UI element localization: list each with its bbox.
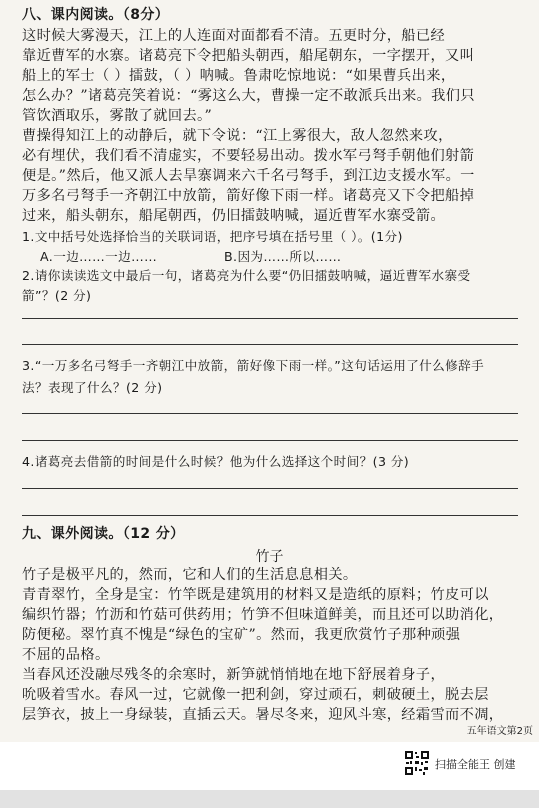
passage-line: 管饮酒取乐，雾散了就回去。” [22, 108, 213, 124]
answer-line[interactable] [22, 318, 518, 319]
passage-line: 不屈的品格。 [22, 647, 110, 663]
passage-line: 便是。”然后，他又派人去旱寨调来六千名弓弩手，到江边支援水军。一 [22, 168, 475, 184]
question-1: 1.文中括号处选择恰当的关联词语，把序号填在括号里（ ）。(1分) [22, 229, 403, 244]
passage-line: 必有埋伏，我们看不清虚实，不要轻易出动。拨水军弓弩手朝他们射箭 [22, 148, 475, 164]
passage-line: 防便秘。翠竹真不愧是“绿色的宝矿”。然而，我更欣赏竹子那种顽强 [22, 627, 461, 643]
question-3-line2: 法？表现了什么？(2 分) [22, 380, 163, 395]
passage-line: 竹子是极平凡的，然而，它和人们的生活息息相关。 [22, 567, 358, 583]
passage-line: 万多名弓弩手一齐朝江中放箭，箭好像下雨一样。诸葛亮又下令把船掉 [22, 188, 475, 204]
passage-line: 吮吸着雪水。春风一过，它就像一把利剑，穿过顽石，刺破硬土，脱去层 [22, 687, 489, 703]
passage-title: 竹子 [255, 549, 284, 565]
watermark-text: 扫描全能王 创建 [435, 758, 516, 771]
question-2-line1: 2.请你读读选文中最后一句，诸葛亮为什么要“仍旧擂鼓呐喊，逼近曹军水寨受 [22, 268, 471, 283]
passage-line: 青青翠竹，全身是宝：竹竿既是建筑用的材料又是造纸的原料；竹皮可以 [22, 587, 489, 603]
answer-line[interactable] [22, 440, 518, 441]
passage-line: 层笋衣，披上一身绿装，直插云天。暑尽冬来，迎风斗寒，经霜雪而不凋， [22, 707, 504, 723]
question-3-line1: 3.“一万多名弓弩手一齐朝江中放箭，箭好像下雨一样。”这句话运用了什么修辞手 [22, 358, 485, 373]
q1-option-b: B.因为……所以…… [224, 249, 342, 264]
qr-code-icon [404, 750, 430, 776]
passage-line: 怎么办？”诸葛亮笑着说：“雾这么大，曹操一定不敢派兵出来。我们只 [22, 88, 475, 104]
answer-line[interactable] [22, 488, 518, 489]
passage-line: 过来，船头朝东，船尾朝西，仍旧擂鼓呐喊，逼近曹军水寨受箭。 [22, 208, 446, 224]
passage-line: 编织竹器；竹沥和竹菇可供药用；竹笋不但味道鲜美，而且还可以助消化， [22, 607, 504, 623]
answer-line[interactable] [22, 344, 518, 345]
passage-line: 曹操得知江上的动静后，就下令说：“江上雾很大，敌人忽然来攻， [22, 128, 453, 144]
answer-line[interactable] [22, 515, 518, 516]
page-footer: 五年语文第2页 [466, 726, 533, 737]
question-4: 4.诸葛亮去借箭的时间是什么时候？他为什么选择这个时间？(3 分) [22, 454, 410, 469]
passage-line: 这时候大雾漫天，江上的人连面对面都看不清。五更时分，船已经 [22, 28, 446, 44]
passage-line: 当春风还没融尽残冬的余寒时，新笋就悄悄地在地下舒展着身子， [22, 667, 446, 683]
question-2-line2: 箭”？(2 分) [22, 288, 92, 303]
bottom-band [0, 790, 539, 808]
passage-line: 船上的军士（ ）擂鼓，（ ）呐喊。鲁肃吃惊地说：“如果曹兵出来， [22, 68, 456, 84]
answer-line[interactable] [22, 413, 518, 414]
q1-option-a: A.一边……一边…… [40, 249, 158, 264]
section9-heading: 九、课外阅读。（12 分） [22, 526, 185, 542]
passage-line: 靠近曹军的水寨。诸葛亮下令把船头朝西，船尾朝东，一字摆开，又叫 [22, 48, 475, 64]
section8-heading: 八、课内阅读。（8分） [22, 7, 170, 23]
